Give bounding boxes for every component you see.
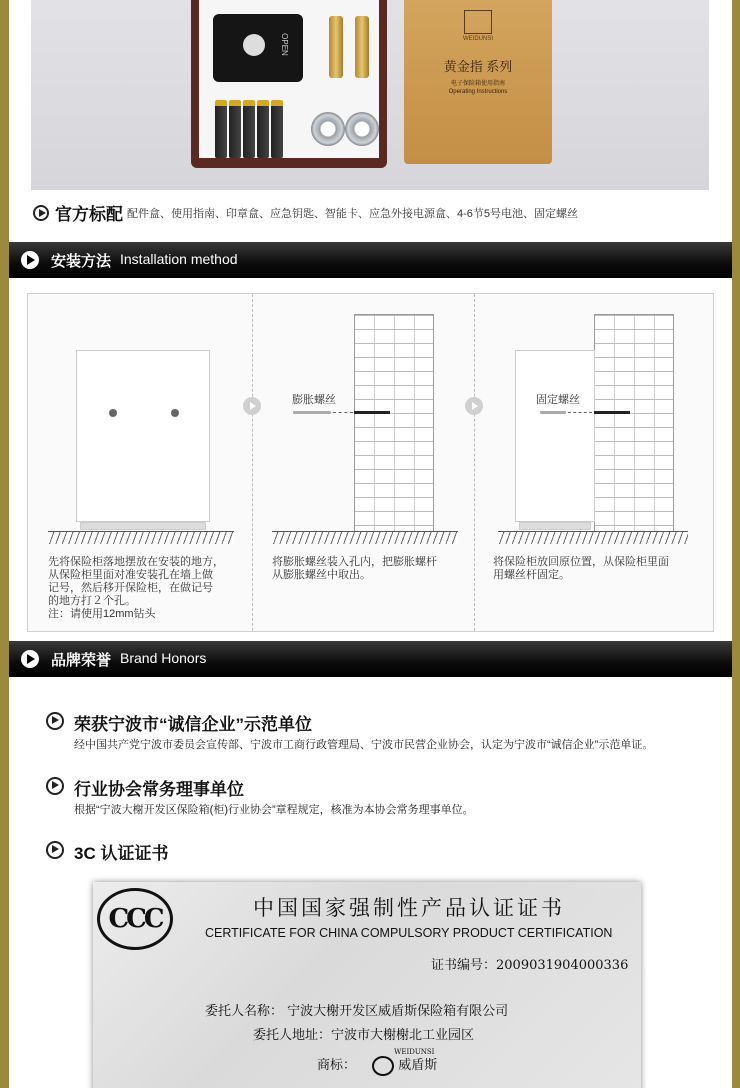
next-step-arrow-icon [465, 397, 483, 415]
brand-logo-icon [464, 10, 492, 34]
honor-title: 3C 认证证书 [74, 844, 169, 863]
step-text-line: 从保险柜里面对准安装孔在墙上做 [48, 569, 213, 581]
fixing-screw [540, 411, 566, 414]
guide-line [568, 412, 592, 413]
honor-item [46, 841, 169, 863]
floor [498, 531, 688, 544]
client-address: 委托人地址：宁波市大榭榭北工业园区 [253, 1028, 475, 1043]
safe-cabinet [515, 350, 595, 522]
installation-diagram [27, 293, 714, 632]
trademark [317, 1048, 438, 1076]
section-title-en: Installation method [120, 251, 238, 267]
step-text-line: 的地方打２个孔。 [48, 595, 136, 607]
screw-in-wall [354, 411, 390, 414]
certificate-title-en: CERTIFICATE FOR CHINA COMPULSORY PRODUCT CERTIFICATION [205, 926, 613, 940]
safe-cabinet [76, 350, 210, 522]
manual-subtitle [404, 80, 552, 96]
expansion-screw-label: 膨胀螺丝 [292, 394, 336, 406]
step-divider [474, 294, 475, 631]
honor-item [46, 777, 474, 816]
step-3-description [493, 556, 708, 582]
ccc-logo-icon: CCC [97, 888, 173, 950]
installation-section-header [9, 242, 732, 278]
standard-accessories [33, 200, 723, 224]
honor-description: 根据“宁波大榭开发区保险箱(柜)行业协会”章程规定，核准为本协会常务理事单位。 [74, 804, 474, 816]
step-text-line: 记号，然后移开保险柜，在做记号 [48, 582, 213, 594]
step-text-line: 先将保险柜落地摆放在安装的地方， [48, 556, 224, 568]
certificate-number: 证书编号：2009031904000336 [431, 958, 629, 973]
expansion-screw [293, 411, 331, 414]
honor-title: 荣获宁波市“诚信企业”示范单位 [74, 715, 312, 734]
play-circle-icon [46, 712, 64, 730]
play-icon [21, 650, 39, 668]
screw-in-wall [594, 411, 630, 414]
guide-line [333, 412, 353, 413]
manual-subtitle-en: Operating Instructions [448, 89, 508, 95]
instruction-manual [404, 0, 552, 164]
section-title-zh: 安装方法 [51, 253, 112, 270]
play-icon [21, 251, 39, 269]
certificate-title-zh: 中国国家强制性产品认证证书 [253, 896, 565, 920]
step-text-line: 将保险柜放回原位置，从保险柜里面 [493, 556, 669, 568]
trademark-label: 商标： [317, 1058, 357, 1073]
step-2-description [272, 556, 472, 582]
battery [271, 100, 283, 158]
mounting-hole [109, 409, 117, 417]
client-name: 委托人名称： 宁波大榭开发区威盾斯保险箱有限公司 [205, 1004, 509, 1019]
washer [311, 112, 345, 146]
manual-brand: WEIDUNSI [463, 36, 493, 42]
step-text-line: 将膨胀螺丝装入孔内，把膨胀螺杆 [272, 556, 437, 568]
battery [257, 100, 269, 158]
accessories-list: 配件盒、使用指南、印章盒、应急钥匙、智能卡、应急外接电源盒、4-6节5号电池、固定螺丝 [127, 207, 579, 220]
honor-item [46, 712, 654, 751]
cabinet-base [80, 522, 206, 530]
step-divider [252, 294, 253, 631]
cabinet-base [519, 522, 591, 530]
step-text-line: 用螺丝杆固定。 [493, 569, 570, 581]
step-1-description [48, 556, 248, 621]
expansion-bolt [355, 16, 369, 78]
card-open-label: OPEN [279, 33, 289, 56]
next-step-arrow-icon [243, 397, 261, 415]
manual-title: 黄金指 系列 [443, 59, 513, 74]
manual-subtitle-zh: 电子保险箱使用指南 [450, 81, 505, 87]
mounting-hole [171, 409, 179, 417]
brick-wall [354, 314, 434, 532]
step-note: 注：请使用12mm钻头 [48, 608, 156, 620]
play-circle-icon [46, 841, 64, 859]
accessories-title: 官方标配 [55, 205, 123, 224]
floor [48, 531, 234, 544]
honor-description: 经中国共产党宁波市委员会宣传部、宁波市工商行政管理局、宁波市民营企业协会，认定为宁波市“诚信企业”示范单证。 [74, 739, 654, 751]
play-circle-icon [33, 205, 49, 221]
expansion-bolt [329, 16, 343, 78]
washer [345, 112, 379, 146]
fixing-screw-label: 固定螺丝 [536, 394, 580, 406]
trademark-zh: 威盾斯 [398, 1058, 438, 1073]
card-logo-icon [243, 34, 265, 56]
battery [229, 100, 241, 158]
battery [215, 100, 227, 158]
floor [272, 531, 458, 544]
brick-wall [594, 314, 674, 532]
smart-card [213, 14, 303, 82]
trademark-mark [372, 1048, 438, 1076]
honors-section-header [9, 641, 732, 677]
trademark-logo-icon [372, 1056, 394, 1076]
3c-certificate-image [93, 882, 641, 1088]
play-circle-icon [46, 777, 64, 795]
section-title-en: Brand Honors [120, 650, 207, 666]
section-title-zh: 品牌荣誉 [51, 652, 112, 669]
step-text-line: 从膨胀螺丝中取出。 [272, 569, 371, 581]
battery [243, 100, 255, 158]
trademark-en: WEIDUNSI [394, 1048, 435, 1056]
honor-title: 行业协会常务理事单位 [74, 780, 244, 799]
product-accessories-photo [31, 0, 709, 190]
product-detail-page [9, 0, 732, 1088]
accessory-box [191, 0, 387, 168]
